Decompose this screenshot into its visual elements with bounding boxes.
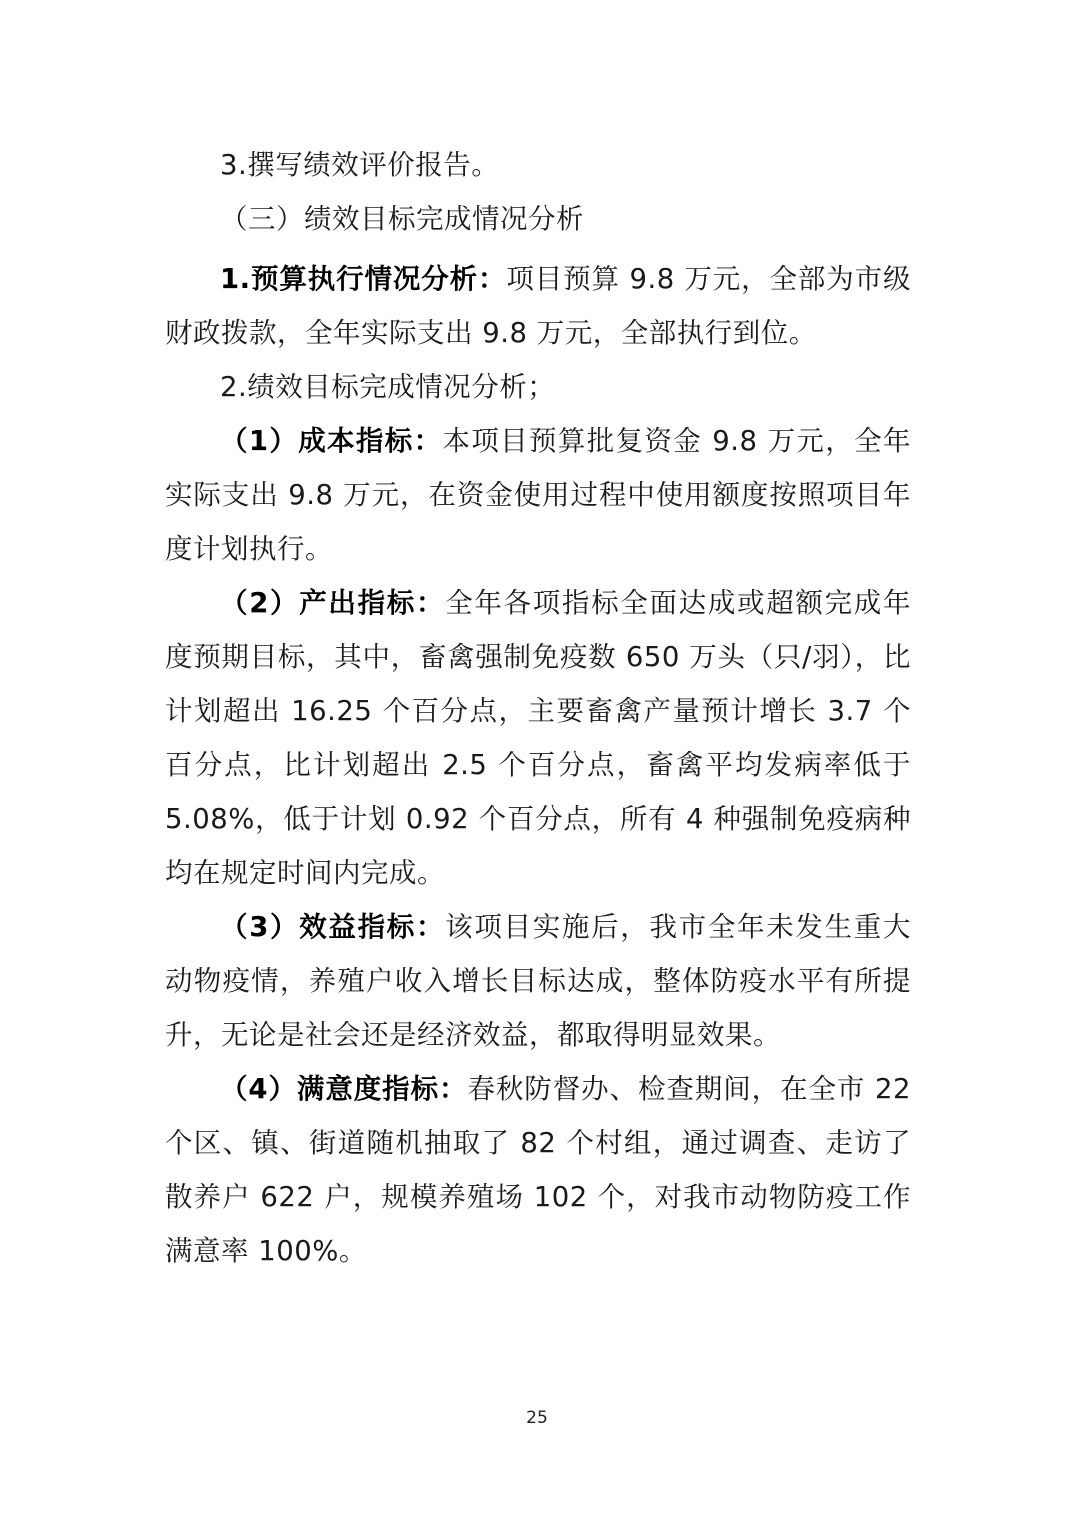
cost-indicator-label: （1）成本指标： — [220, 425, 443, 457]
benefit-indicator-text: 该项目实施后，我市全年未发生重大动物疫情，养殖户收入增长目标达成，整体防疫水平有所提升，无论是社会还是经济效益，都取得明显效果。 — [165, 911, 911, 1051]
goal-analysis-line: 2.绩效目标完成情况分析； — [220, 371, 556, 403]
output-indicator-label: （2）产出指标： — [220, 587, 446, 619]
benefit-indicator-paragraph — [165, 900, 911, 1062]
budget-analysis-label: 1.预算执行情况分析： — [220, 263, 507, 295]
section-heading: （三）绩效目标完成情况分析 — [220, 203, 584, 235]
budget-analysis-text: 项目预算 9.8 万元，全部为市级财政拨款，全年实际支出 9.8 万元，全部执行到位。 — [165, 263, 911, 349]
page-number: 25 — [526, 1408, 548, 1428]
cost-indicator-text: 本项目预算批复资金 9.8 万元，全年实际支出 9.8 万元，在资金使用过程中使用额度按照项目年度计划执行。 — [165, 425, 911, 565]
output-indicator-text: 全年各项指标全面达成或超额完成年度预期目标，其中，畜禽强制免疫数 650 万头（只/羽），比计划超出 16.25 个百分点，主要畜禽产量预计增长 3.7 个百分点，比计划超出 2.5 个百分点，畜禽平均发病率低于 5.08%，低于计划 0.92 个百分点，所有 4 种强制免疫病种均在规定时间内完成。 — [165, 587, 911, 889]
satisfaction-indicator-paragraph — [165, 1062, 911, 1278]
budget-analysis-paragraph — [165, 252, 911, 360]
cost-indicator-paragraph — [165, 414, 911, 576]
benefit-indicator-label: （3）效益指标： — [220, 911, 446, 943]
step-3-line: 3.撰写绩效评价报告。 — [220, 149, 500, 181]
document-body — [165, 138, 911, 1278]
satisfaction-indicator-text: 春秋防督办、检查期间，在全市 22 个区、镇、街道随机抽取了 82 个村组，通过调查、走访了散养户 622 户，规模养殖场 102 个，对我市动物防疫工作满意率 100%。 — [165, 1073, 911, 1267]
satisfaction-indicator-label: （4）满意度指标： — [220, 1073, 468, 1105]
output-indicator-paragraph — [165, 576, 911, 900]
